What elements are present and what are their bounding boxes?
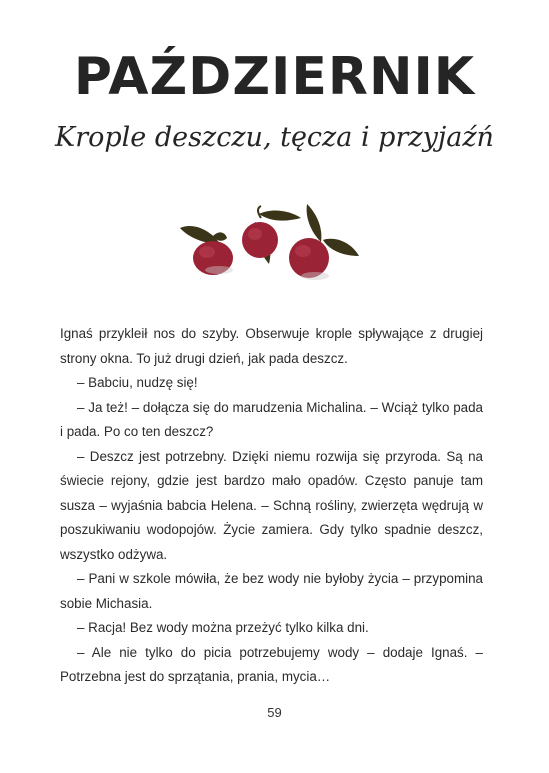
paragraph: – Ja też! – dołącza się do marudzenia Michalina. – Wciąż tylko pada i pada. Po co ten deszcz?	[60, 399, 483, 439]
page-number: 59	[267, 705, 282, 720]
story-text	[60, 322, 483, 690]
cherries-icon	[175, 200, 365, 290]
paragraph: – Ale nie tylko do picia potrzebujemy wody – dodaje Ignaś. – Potrzebna jest do sprzątania, prania, mycia…	[60, 644, 483, 684]
paragraph: – Babciu, nudzę się!	[77, 375, 198, 390]
fruit-left	[180, 226, 233, 275]
chapter-subtitle: Krople deszczu, tęcza i przyjaźń	[55, 122, 494, 153]
paragraph: – Deszcz jest potrzebny. Dzięki niemu rozwija się przyroda. Są na świecie rejony, gdzie jest bardzo mało opadów. Często panuje tam susza – wyjaśnia babcia Helena. – Schną rośliny, zwierzęta wędrują w poszukiwaniu wodopojów. Życie zamiera. Gdy tylko spadnie deszcz, wszystko odżywa.	[60, 448, 483, 562]
chapter-title: PAŹDZIERNIK	[73, 47, 476, 107]
paragraph: – Pani w szkole mówiła, że bez wody nie byłoby życia – przypomina sobie Michasia.	[60, 571, 483, 611]
fruit-right	[289, 204, 359, 280]
paragraph: Ignaś przykleił nos do szyby. Obserwuje krople spływające z drugiej strony okna. To już drugi dzień, jak pada deszcz.	[60, 326, 483, 366]
paragraph: – Racja! Bez wody można przeżyć tylko kilka dni.	[77, 620, 369, 635]
